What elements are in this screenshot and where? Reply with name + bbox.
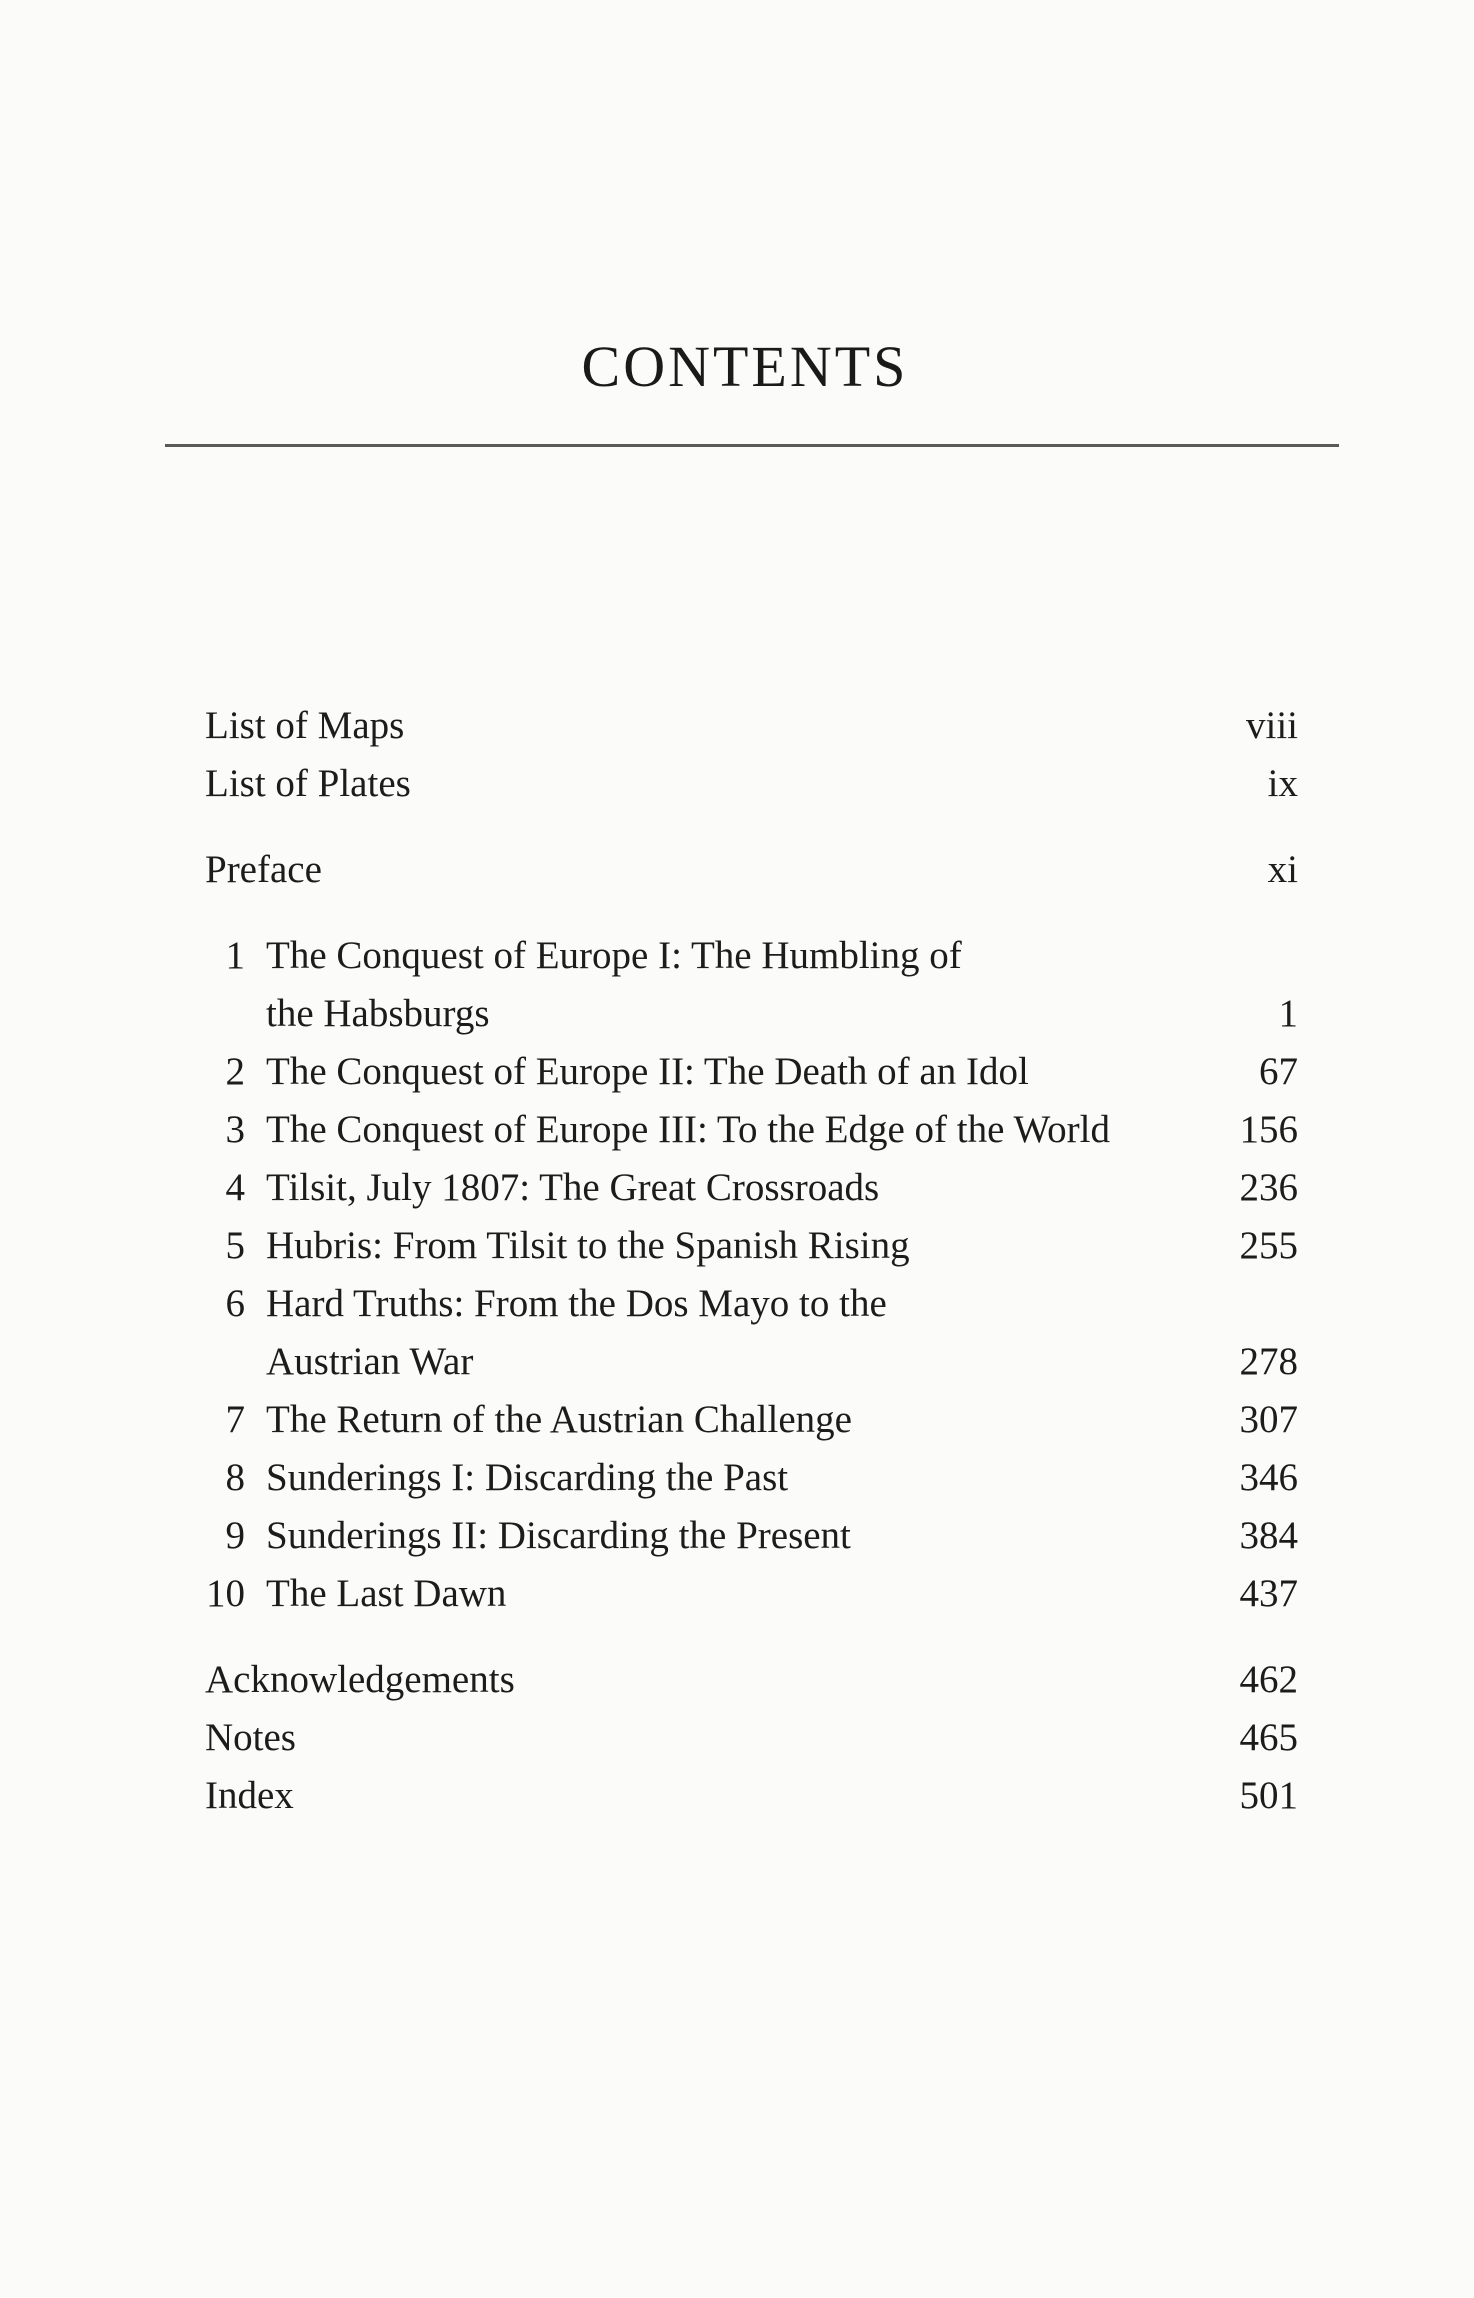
toc-entry-label: List of Plates <box>205 762 411 805</box>
toc-entry-label: List of Maps <box>205 704 405 747</box>
toc-entry-page: 465 <box>1239 1716 1298 1759</box>
toc-entry-page: 1 <box>1278 992 1298 1035</box>
toc-entry-page: 437 <box>1239 1572 1298 1615</box>
chapter-title-line: The Conquest of Europe I: The Humbling of <box>266 934 962 977</box>
chapter-number: 2 <box>225 1050 245 1093</box>
chapter-title-line: The Conquest of Europe III: To the Edge of the World <box>266 1108 1110 1151</box>
toc-entry-page: viii <box>1245 704 1298 747</box>
chapter-title-line: The Last Dawn <box>266 1572 507 1615</box>
toc-chapter-4[interactable] <box>205 1159 1298 1217</box>
toc-entry-label: Preface <box>205 848 322 891</box>
chapter-title-line: Sunderings II: Discarding the Present <box>266 1514 851 1557</box>
toc-chapter-7[interactable] <box>205 1391 1298 1449</box>
toc-entry-page: 278 <box>1239 1340 1298 1383</box>
toc-entry-page: 501 <box>1239 1774 1298 1817</box>
chapter-number: 9 <box>225 1514 245 1557</box>
toc-entry-page: 156 <box>1239 1108 1298 1151</box>
page-title: CONTENTS <box>581 334 909 399</box>
toc-chapter-10[interactable] <box>205 1565 1298 1623</box>
chapter-title-line: Hard Truths: From the Dos Mayo to the <box>266 1282 887 1325</box>
toc-entry-list-of-maps[interactable] <box>205 697 1298 755</box>
chapter-title-line: the Habsburgs <box>266 992 490 1035</box>
toc-entry-page: xi <box>1267 848 1298 891</box>
toc-chapter-6-continued[interactable] <box>205 1333 1298 1391</box>
chapter-number: 6 <box>225 1282 245 1325</box>
toc-chapter-1-continued[interactable] <box>205 985 1298 1043</box>
toc-entry-list-of-plates[interactable] <box>205 755 1298 813</box>
toc-entry-index[interactable] <box>205 1767 1298 1825</box>
toc-chapter-9[interactable] <box>205 1507 1298 1565</box>
title-divider <box>165 444 1339 447</box>
chapter-title-line: Austrian War <box>266 1340 474 1383</box>
toc-entry-page: 236 <box>1239 1166 1298 1209</box>
toc-entry-preface[interactable] <box>205 841 1298 899</box>
toc-entry-page: 346 <box>1239 1456 1298 1499</box>
chapter-title-line: Hubris: From Tilsit to the Spanish Rising <box>266 1224 910 1267</box>
chapter-title-line: The Return of the Austrian Challenge <box>266 1398 852 1441</box>
toc-entry-label: Notes <box>205 1716 296 1759</box>
chapter-number: 5 <box>225 1224 245 1267</box>
toc-entry-page: 462 <box>1239 1658 1298 1701</box>
chapter-number: 8 <box>225 1456 245 1499</box>
chapter-number: 7 <box>225 1398 245 1441</box>
chapter-number: 3 <box>225 1108 245 1151</box>
toc-entry-page: 307 <box>1239 1398 1298 1441</box>
toc-entry-notes[interactable] <box>205 1709 1298 1767</box>
chapter-title-line: Sunderings I: Discarding the Past <box>266 1456 789 1499</box>
toc-chapter-8[interactable] <box>205 1449 1298 1507</box>
chapter-number: 4 <box>225 1166 245 1209</box>
toc-entry-acknowledgements[interactable] <box>205 1651 1298 1709</box>
chapter-number: 1 <box>225 934 245 977</box>
toc-entry-label: Acknowledgements <box>205 1658 515 1701</box>
toc-chapter-3[interactable] <box>205 1101 1298 1159</box>
chapter-title-line: The Conquest of Europe II: The Death of an Idol <box>266 1050 1029 1093</box>
toc-chapter-1[interactable] <box>205 927 1298 985</box>
toc-entry-page: 384 <box>1239 1514 1298 1557</box>
toc-entry-page: ix <box>1267 762 1298 805</box>
toc-entry-page: 67 <box>1259 1050 1298 1093</box>
toc-chapter-5[interactable] <box>205 1217 1298 1275</box>
toc-chapter-2[interactable] <box>205 1043 1298 1101</box>
toc-chapter-6[interactable] <box>205 1275 1298 1333</box>
chapter-number: 10 <box>206 1572 245 1615</box>
toc-entry-page: 255 <box>1239 1224 1298 1267</box>
chapter-title-line: Tilsit, July 1807: The Great Crossroads <box>266 1166 880 1209</box>
toc-entry-label: Index <box>205 1774 294 1817</box>
